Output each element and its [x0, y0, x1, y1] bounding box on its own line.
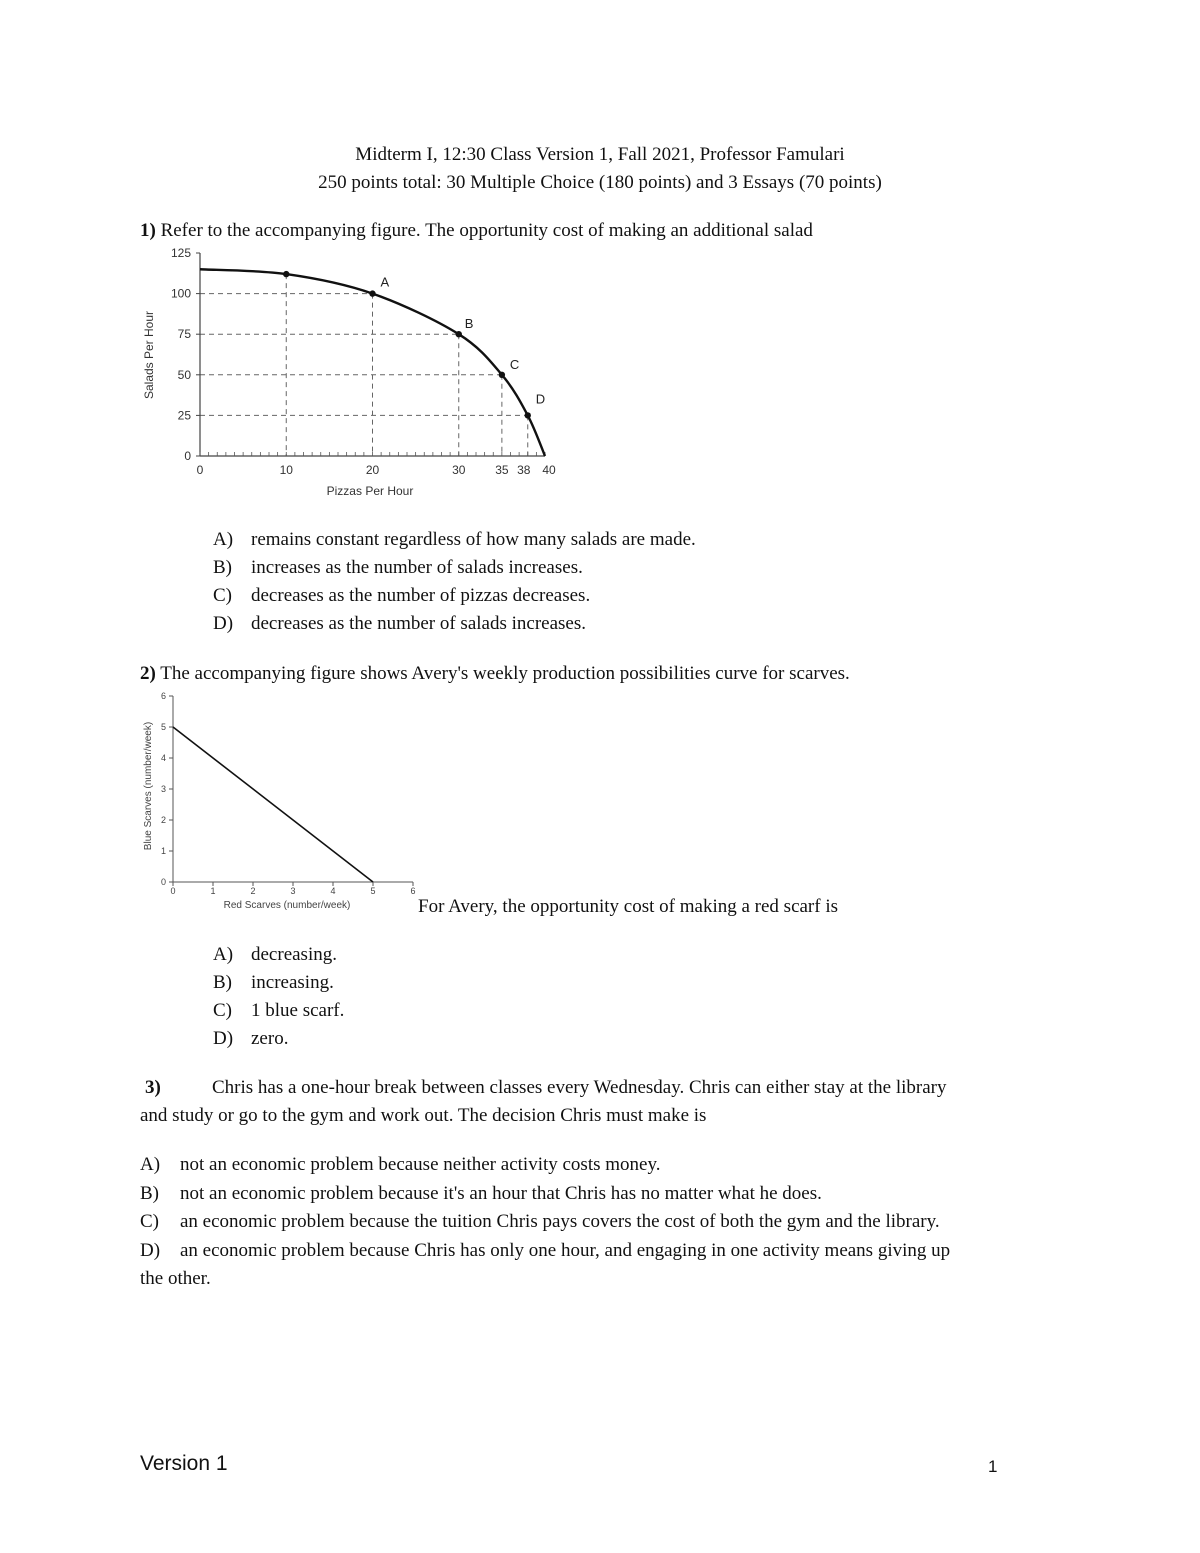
chart1-x-tick-label: 40	[542, 463, 556, 477]
q1-option-d-letter: D)	[213, 613, 234, 634]
q1-option-d-text: decreases as the number of salads increases.	[251, 613, 586, 634]
chart2-y-axis-label: Blue Scarves (number/week)	[143, 721, 154, 851]
chart2-x-tick-label: 6	[410, 886, 416, 896]
chart1-y-tick-label: 75	[177, 327, 191, 342]
q2-option-d[interactable]	[213, 1027, 288, 1051]
chart2-y-tick-label: 1	[160, 846, 166, 856]
q3-option-c[interactable]	[140, 1210, 940, 1234]
question-1-text: Refer to the accompanying figure. The opportunity cost of making an additional salad	[160, 220, 813, 241]
chart2-y-tick-label: 5	[160, 722, 166, 732]
chart2-x-tick-label: 0	[170, 886, 176, 896]
q1-option-c[interactable]	[213, 584, 590, 608]
chart1-x-tick-label: 10	[279, 463, 293, 477]
q1-option-a[interactable]	[213, 528, 696, 552]
question-2-followup: For Avery, the opportunity cost of making a red scarf is	[418, 896, 839, 917]
chart1-y-tick-label: 0	[184, 449, 191, 463]
question-1-number: 1)	[140, 220, 156, 241]
chart1-x-tick-label: 30	[452, 463, 466, 477]
chart1-point-label-b: B	[464, 316, 474, 332]
footer-version: Version 1	[140, 1452, 228, 1475]
q2-option-c-letter: C)	[213, 1000, 232, 1021]
salads-pizzas-ppc-chart	[135, 243, 565, 505]
chart1-point-d	[525, 412, 531, 418]
q2-option-c-text: 1 blue scarf.	[251, 1000, 345, 1021]
chart2-y-tick-label: 4	[160, 753, 166, 763]
q3-option-a-text: not an economic problem because neither activity costs money.	[180, 1154, 661, 1175]
chart2-x-tick-label: 5	[370, 886, 376, 896]
question-3-text-1: Chris has a one-hour break between classes every Wednesday. Chris can either stay at the library	[212, 1077, 947, 1098]
chart1-point-a	[369, 290, 375, 296]
q3-option-d-letter: D)	[140, 1240, 161, 1261]
chart1-point-b	[456, 331, 462, 337]
chart2-x-tick-label: 1	[210, 886, 216, 896]
chart1-y-tick-label: 125	[170, 246, 191, 260]
chart1-point-label-d: D	[535, 391, 546, 407]
chart1-x-tick-label: 0	[196, 463, 204, 477]
chart2-y-tick-label: 2	[160, 815, 166, 825]
question-2-number: 2)	[140, 663, 156, 684]
chart2-x-axis-label: Red Scarves (number/week)	[223, 900, 351, 911]
question-2	[140, 662, 850, 686]
q1-option-b-text: increases as the number of salads increases.	[251, 557, 583, 578]
chart2-y-tick-label: 0	[160, 877, 166, 887]
chart1-x-tick-label: 35	[495, 463, 509, 477]
q2-option-a-text: decreasing.	[251, 944, 337, 965]
q3-option-d[interactable]	[140, 1239, 950, 1263]
chart1-y-tick-label: 100	[170, 286, 191, 301]
q3-option-c-letter: C)	[140, 1211, 159, 1232]
question-3-line-1	[145, 1076, 946, 1100]
q3-option-b-letter: B)	[140, 1183, 159, 1204]
question-1	[140, 219, 813, 243]
chart1-point-label-c: C	[509, 356, 520, 372]
q2-option-d-text: zero.	[251, 1028, 289, 1049]
q1-option-a-text: remains constant regardless of how many salads are made.	[251, 529, 696, 550]
q1-option-d[interactable]	[213, 612, 586, 636]
chart1-point-c	[499, 372, 505, 378]
chart1-x-axis-label: Pizzas Per Hour	[326, 484, 414, 498]
q3-option-b[interactable]	[140, 1182, 822, 1206]
q2-option-b-text: increasing.	[251, 972, 334, 993]
exam-points-summary: 250 points total: 30 Multiple Choice (180 points) and 3 Essays (70 points)	[318, 172, 882, 193]
exam-title: Midterm I, 12:30 Class Version 1, Fall 2021, Professor Famulari	[355, 144, 845, 165]
q3-option-d-continued: the other.	[140, 1268, 211, 1289]
q2-option-b-letter: B)	[213, 972, 232, 993]
chart2-x-tick-label: 3	[290, 886, 296, 896]
chart2-x-tick-label: 2	[250, 886, 256, 896]
question-3-number: 3)	[145, 1077, 161, 1098]
chart1-y-axis-label: Salads Per Hour	[142, 310, 156, 400]
chart2-y-tick-label: 3	[160, 784, 166, 794]
q3-option-b-text: not an economic problem because it's an hour that Chris has no matter what he does.	[180, 1183, 822, 1204]
question-3-text-2: and study or go to the gym and work out. The decision Chris must make is	[140, 1105, 707, 1126]
scarves-ppc-chart	[135, 686, 425, 916]
q3-option-a-letter: A)	[140, 1154, 161, 1175]
chart1-x-tick-label: 20	[365, 463, 380, 477]
chart1-y-tick-label: 25	[177, 408, 191, 423]
q2-option-a-letter: A)	[213, 944, 234, 965]
q1-option-b[interactable]	[213, 556, 583, 580]
chart2-y-tick-label: 6	[160, 691, 166, 701]
q3-option-c-text: an economic problem because the tuition Chris pays covers the cost of both the gym and the library.	[180, 1211, 940, 1232]
q1-option-c-text: decreases as the number of pizzas decreases.	[251, 585, 591, 606]
chart1-point-label-a: A	[380, 274, 390, 290]
q3-option-d-text: an economic problem because Chris has only one hour, and engaging in one activity means giving up	[180, 1240, 951, 1261]
q1-option-c-letter: C)	[213, 585, 232, 606]
q2-option-c[interactable]	[213, 999, 344, 1023]
q1-option-a-letter: A)	[213, 529, 234, 550]
q2-option-b[interactable]	[213, 971, 334, 995]
chart2-x-tick-label: 4	[330, 886, 336, 896]
chart1-y-tick-label: 50	[177, 367, 191, 382]
q2-option-d-letter: D)	[213, 1028, 234, 1049]
q2-option-a[interactable]	[213, 943, 337, 967]
chart1-point	[283, 271, 289, 277]
q1-option-b-letter: B)	[213, 557, 232, 578]
question-2-text: The accompanying figure shows Avery's weekly production possibilities curve for scarves.	[160, 663, 850, 684]
q3-option-a[interactable]	[140, 1153, 660, 1177]
page-number: 1	[988, 1457, 998, 1476]
chart1-x-tick-label: 38	[517, 463, 531, 477]
chart2-ppc-line	[173, 727, 373, 882]
